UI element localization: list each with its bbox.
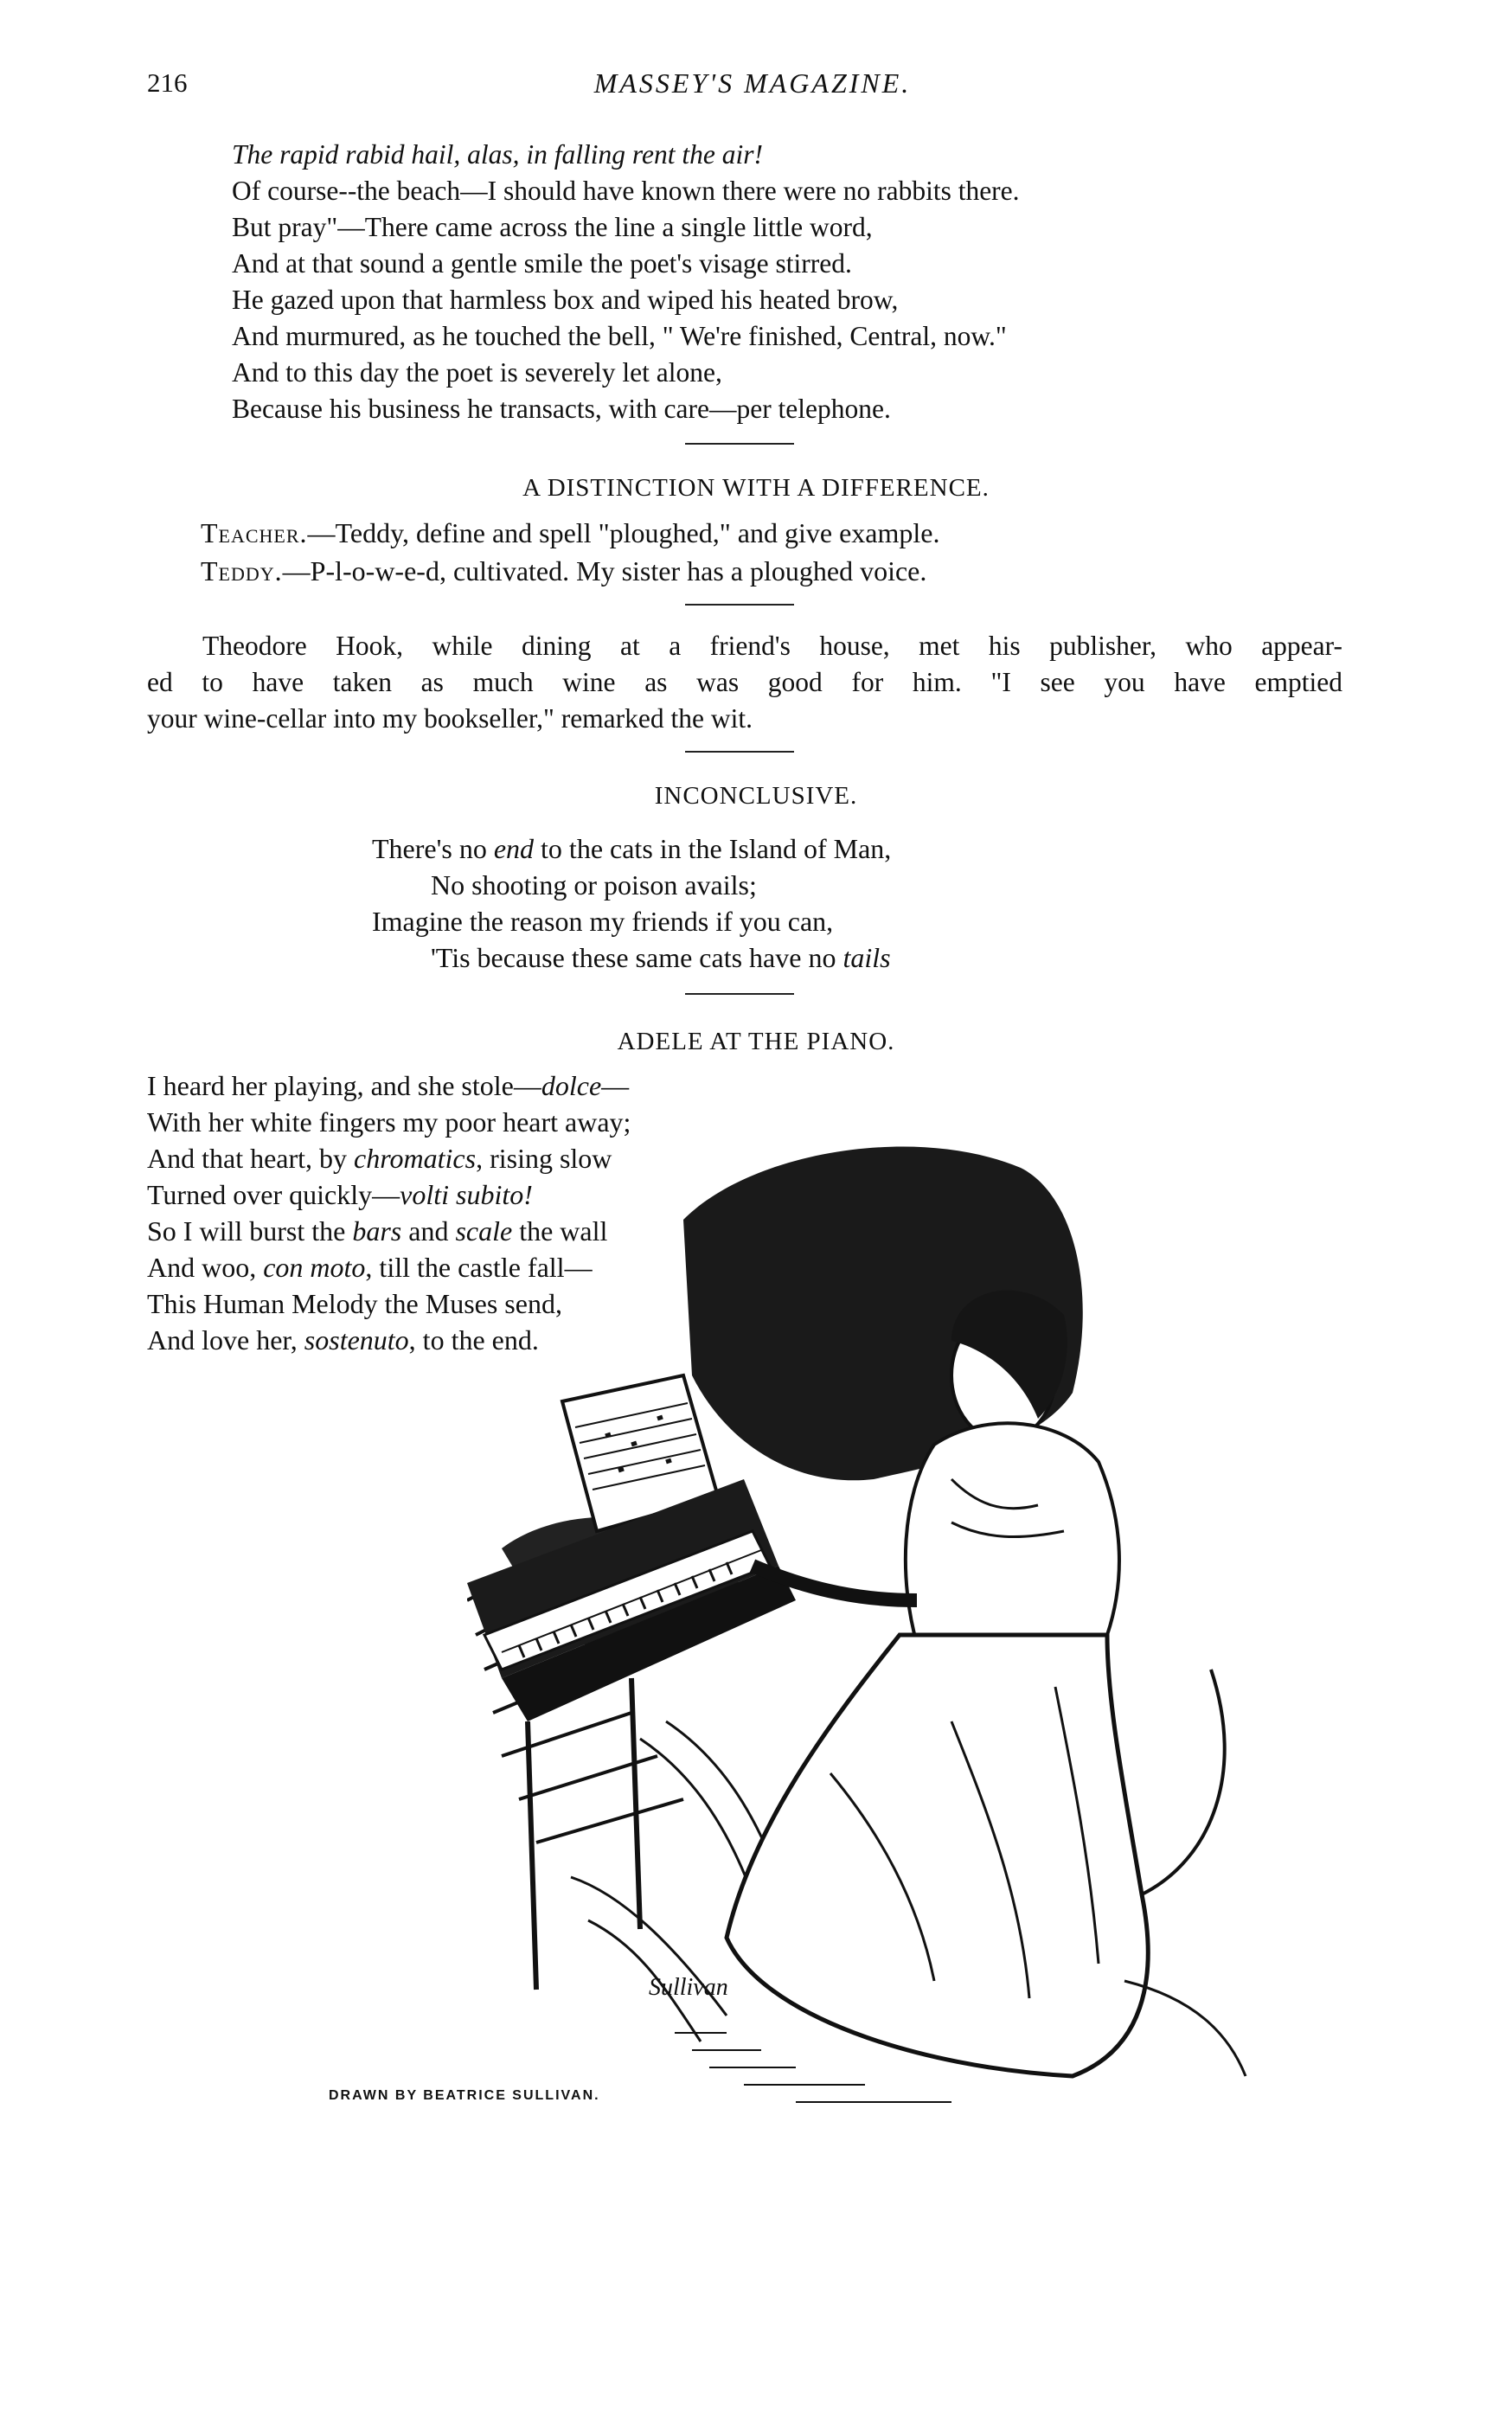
poem-line bbox=[372, 830, 891, 867]
poem-line: But pray"—There came across the line a single little word, bbox=[232, 212, 873, 242]
section-divider bbox=[685, 993, 794, 995]
poem-line: The rapid rabid hail, alas, in falling rent the air! bbox=[232, 139, 763, 170]
emphasis: volti subito! bbox=[400, 1179, 533, 1210]
poem-line: With her white fingers my poor heart away; bbox=[147, 1106, 631, 1138]
text-span: to the cats in the Island of Man, bbox=[534, 833, 892, 864]
text-span: And woo, bbox=[147, 1252, 264, 1283]
anecdote-line: your wine-cellar into my bookseller," remarked the wit. bbox=[147, 703, 753, 734]
anecdote-line: ed to have taken as much wine as was good for him. "I see you have emptied bbox=[147, 667, 1342, 697]
poem-line: No shooting or poison avails; bbox=[431, 869, 757, 901]
adele-title: ADELE AT THE PIANO. bbox=[617, 1028, 895, 1055]
teddy-speaker: Teddy. bbox=[201, 555, 283, 586]
teacher-line bbox=[201, 514, 939, 552]
inconclusive-poem bbox=[372, 830, 891, 976]
anecdote-line: Theodore Hook, while dining at a friend's house, met his publisher, who appear- bbox=[202, 631, 1342, 661]
text-span: , to the end. bbox=[408, 1324, 539, 1356]
hook-anecdote bbox=[147, 628, 1342, 737]
magazine-title: MASSEY'S MAGAZINE. bbox=[593, 67, 912, 99]
artist-signature: Sullivan bbox=[649, 1974, 728, 2001]
poem-line: And at that sound a gentle smile the poet's visage stirred. bbox=[232, 248, 852, 279]
section-divider bbox=[685, 604, 794, 606]
text-span: the wall bbox=[512, 1215, 608, 1247]
teacher-speaker: Teacher. bbox=[201, 517, 308, 548]
poem-line: This Human Melody the Muses send, bbox=[147, 1288, 562, 1319]
text-span: , rising slow bbox=[476, 1143, 612, 1174]
poem-line bbox=[372, 939, 891, 976]
emphasis: tails bbox=[842, 942, 891, 973]
adele-piano-illustration bbox=[467, 1116, 1419, 2137]
teddy-text: —P-l-o-w-e-d, cultivated. My sister has a ploughed voice. bbox=[282, 555, 927, 586]
poem-line: And to this day the poet is severely let alone, bbox=[232, 357, 722, 388]
teacher-text: —Teddy, define and spell "ploughed," and give example. bbox=[307, 517, 940, 548]
page-header bbox=[147, 67, 1358, 111]
text-span: So I will burst the bbox=[147, 1215, 353, 1247]
text-span: — bbox=[601, 1070, 630, 1101]
text-span: I heard her playing, and she stole— bbox=[147, 1070, 541, 1101]
emphasis: dolce bbox=[541, 1070, 602, 1101]
poem-line bbox=[147, 1067, 631, 1104]
emphasis: con moto bbox=[263, 1252, 366, 1283]
emphasis: chromatics bbox=[354, 1143, 477, 1174]
section-divider bbox=[685, 443, 794, 445]
text-span: And love her, bbox=[147, 1324, 304, 1356]
inconclusive-title: INCONCLUSIVE. bbox=[654, 782, 858, 810]
emphasis: scale bbox=[455, 1215, 513, 1247]
text-span: And that heart, by bbox=[147, 1143, 355, 1174]
poem-line: Of course--the beach—I should have known there were no rabbits there. bbox=[232, 176, 1020, 206]
text-span: , till the castle fall— bbox=[365, 1252, 593, 1283]
text-span: 'Tis because these same cats have no bbox=[431, 942, 843, 973]
poem-line: Because his business he transacts, with care—per telephone. bbox=[232, 394, 891, 424]
distinction-dialogue bbox=[201, 514, 939, 590]
text-span: and bbox=[401, 1215, 456, 1247]
emphasis: end bbox=[493, 833, 535, 864]
poem-line: And murmured, as he touched the bell, " We're finished, Central, now." bbox=[232, 321, 1007, 351]
emphasis: sostenuto bbox=[304, 1324, 409, 1356]
text-span: Turned over quickly— bbox=[147, 1179, 400, 1210]
poem-line: He gazed upon that harmless box and wiped his heated brow, bbox=[232, 285, 899, 315]
teddy-line bbox=[201, 552, 939, 590]
illustration-credit: DRAWN BY BEATRICE SULLIVAN. bbox=[329, 2088, 600, 2103]
poem-line: Imagine the reason my friends if you can, bbox=[372, 906, 834, 937]
distinction-title: A DISTINCTION WITH A DIFFERENCE. bbox=[522, 474, 990, 502]
emphasis: bars bbox=[352, 1215, 402, 1247]
section-divider bbox=[685, 751, 794, 753]
page-number: 216 bbox=[147, 67, 188, 98]
poem-continued bbox=[232, 137, 1020, 427]
text-span: There's no bbox=[372, 833, 494, 864]
